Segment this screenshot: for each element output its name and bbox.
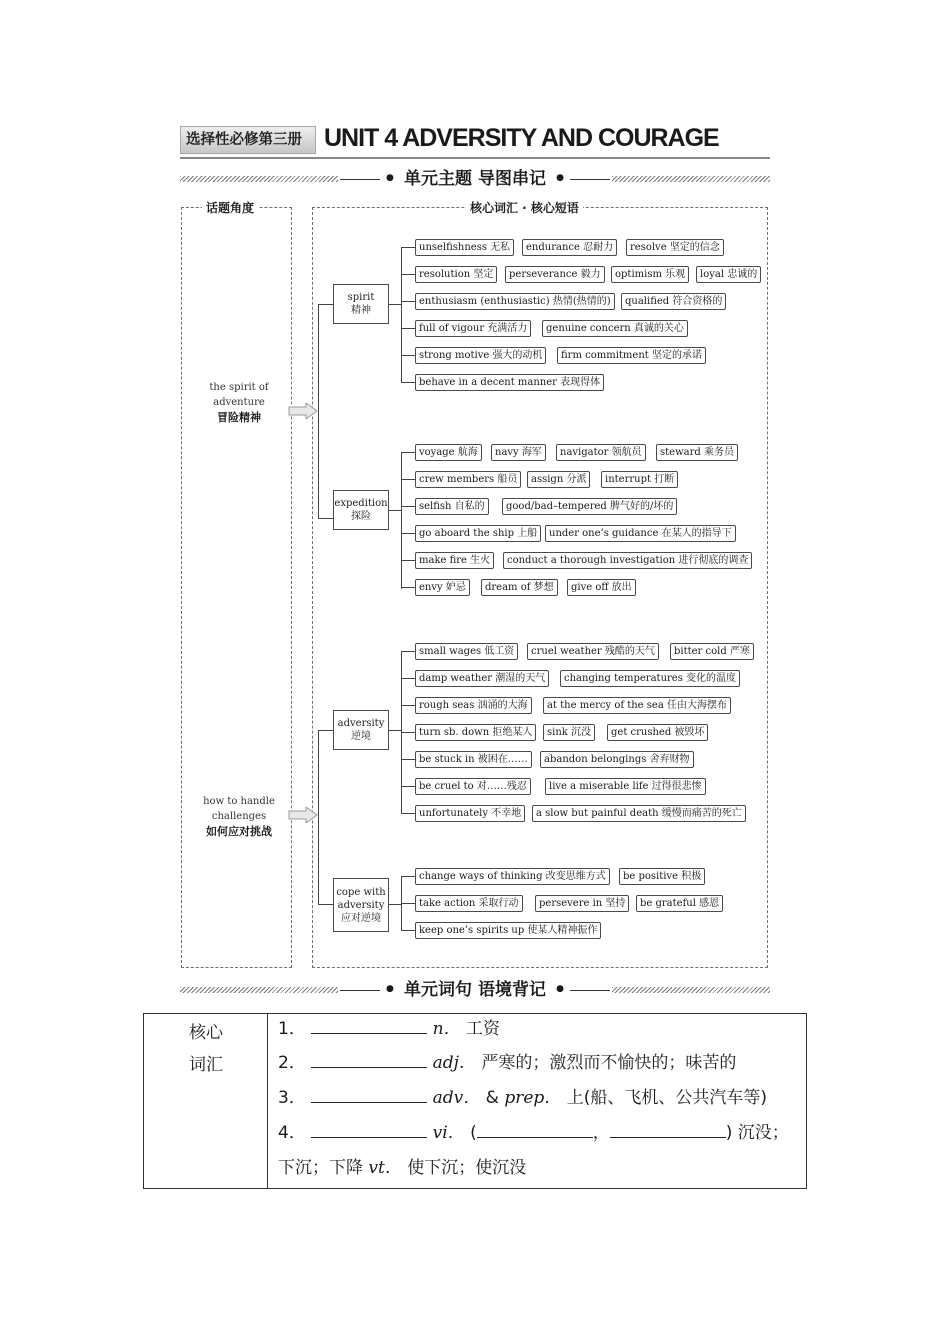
vocab-item-4-continued: 下沉；下降 vt． 使下沉；使沉没 — [278, 1158, 527, 1178]
row-connector — [401, 732, 415, 733]
row-connector — [401, 382, 415, 383]
row-connector — [401, 705, 415, 706]
banner-label-box — [340, 168, 610, 190]
row-connector — [401, 876, 415, 877]
row-connector — [401, 355, 415, 356]
term-box: voyage 航海 — [415, 444, 482, 461]
term-box: damp weather 潮湿的天气 — [415, 670, 549, 687]
vocab-item-4: 4． vi． ( ， ) 沉没； — [278, 1123, 789, 1143]
topic-frame-title: 话题角度 — [202, 200, 258, 216]
banner-title: 单元主题 导图串记 — [404, 169, 546, 189]
vocab-item-1: 1． n． 工资 — [278, 1019, 500, 1039]
header-rule — [180, 157, 770, 159]
term-box: full of vigour 充满活力 — [415, 320, 531, 337]
category-adversity: adversity 逆境 — [333, 710, 389, 750]
row-connector — [401, 903, 415, 904]
category-expedition: expedition 探险 — [333, 490, 389, 530]
term-box: abandon belongings 舍弃财物 — [540, 751, 694, 768]
row-connector — [401, 587, 415, 588]
topic-frame — [181, 207, 292, 968]
category-cope-with-adversity: cope with adversity 应对逆境 — [333, 878, 389, 932]
section-banner-theme — [180, 168, 770, 190]
term-box: dream of 梦想 — [481, 579, 558, 596]
banner-title: 单元词句 语境背记 — [404, 980, 546, 1000]
term-box: a slow but painful death 缓慢而痛苦的死亡 — [532, 805, 746, 822]
term-box: sink 沉没 — [543, 724, 595, 741]
book-tag: 选择性必修第三册 — [180, 126, 316, 154]
term-box: genuine concern 真诚的关心 — [542, 320, 688, 337]
term-box: persevere in 坚持 — [535, 895, 629, 912]
row-connector — [401, 274, 415, 275]
row-connector — [401, 678, 415, 679]
term-box: interrupt 打断 — [601, 471, 678, 488]
term-box: assign 分派 — [527, 471, 590, 488]
term-box: be grateful 感恩 — [636, 895, 723, 912]
term-box: behave in a decent manner 表现得体 — [415, 374, 604, 391]
term-box: be cruel to 对……残忍 — [415, 778, 531, 795]
topic-spirit-of-adventure: the spirit of adventure 冒险精神 — [209, 382, 269, 424]
term-box: live a miserable life 过得很悲惨 — [545, 778, 706, 795]
term-box: get crushed 被毁坏 — [607, 724, 708, 741]
term-box: change ways of thinking 改变思维方式 — [415, 868, 610, 885]
term-box: endurance 忍耐力 — [522, 239, 617, 256]
row-connector — [401, 328, 415, 329]
row-connector — [401, 506, 415, 507]
dot-icon: ● — [386, 984, 394, 994]
term-box: keep one’s spirits up 使某人精神振作 — [415, 922, 601, 939]
core-vocab-table — [143, 1013, 807, 1189]
answer-blank[interactable] — [477, 1122, 593, 1138]
term-box: enthusiasm (enthusiastic) 热情(热情的) — [415, 293, 615, 310]
term-box: under one’s guidance 在某人的指导下 — [545, 525, 736, 542]
term-box: rough seas 汹涌的大海 — [415, 697, 532, 714]
term-box: selfish 自私的 — [415, 498, 489, 515]
vocab-items-cell — [268, 1014, 808, 1188]
term-box: changing temperatures 变化的温度 — [560, 670, 740, 687]
row-connector — [401, 786, 415, 787]
term-box: firm commitment 坚定的承诺 — [557, 347, 706, 364]
term-box: at the mercy of the sea 任由大海摆布 — [543, 697, 731, 714]
row-connector — [401, 651, 415, 652]
vocab-label-line: 词汇 — [189, 1055, 223, 1075]
dot-icon: ● — [556, 173, 564, 183]
row-connector — [401, 533, 415, 534]
answer-blank[interactable] — [311, 1087, 427, 1103]
term-box: perseverance 毅力 — [505, 266, 605, 283]
term-box: envy 妒忌 — [415, 579, 470, 596]
row-connector — [401, 247, 415, 248]
category-spirit: spirit 精神 — [333, 284, 389, 324]
term-box: bitter cold 严寒 — [670, 643, 754, 660]
term-box: conduct a thorough investigation 进行彻底的调查 — [503, 552, 752, 569]
dot-icon: ● — [556, 984, 564, 994]
term-box: small wages 低工资 — [415, 643, 518, 660]
term-box: be positive 积极 — [619, 868, 705, 885]
term-box: navigator 领航员 — [556, 444, 646, 461]
term-box: qualified 符合资格的 — [621, 293, 726, 310]
row-connector — [401, 452, 415, 453]
vocab-item-3: 3． adv． & prep． 上(船、飞机、公共汽车等) — [278, 1088, 767, 1108]
term-box: navy 海军 — [491, 444, 546, 461]
section-banner-sentences — [180, 979, 770, 1001]
term-box: resolve 坚定的信念 — [626, 239, 724, 256]
term-box: steward 乘务员 — [656, 444, 738, 461]
unit-header — [180, 124, 770, 158]
hatch-decoration — [180, 176, 338, 182]
term-box: turn sb. down 拒绝某人 — [415, 724, 536, 741]
term-box: cruel weather 残酷的天气 — [527, 643, 659, 660]
banner-label-box — [340, 979, 610, 1001]
term-box: unfortunately 不幸地 — [415, 805, 525, 822]
row-connector — [401, 560, 415, 561]
answer-blank[interactable] — [610, 1122, 726, 1138]
answer-blank[interactable] — [311, 1018, 427, 1034]
answer-blank[interactable] — [311, 1052, 427, 1068]
topic-handle-challenges: how to handle challenges 如何应对挑战 — [203, 796, 275, 838]
row-connector — [401, 479, 415, 480]
term-box: good/bad–tempered 脾气好的/坏的 — [502, 498, 677, 515]
term-box: be stuck in 被困在…… — [415, 751, 532, 768]
row-connector — [401, 813, 415, 814]
hatch-decoration — [612, 176, 770, 182]
term-box: give off 放出 — [567, 579, 636, 596]
vocab-frame-title: 核心词汇 · 核心短语 — [466, 200, 583, 216]
term-box: loyal 忠诚的 — [696, 266, 761, 283]
vocab-item-2: 2． adj． 严寒的；激烈而不愉快的；味苦的 — [278, 1053, 737, 1073]
hatch-decoration — [180, 987, 338, 993]
term-box: strong motive 强大的动机 — [415, 347, 546, 364]
term-box: go aboard the ship 上船 — [415, 525, 541, 542]
hatch-decoration — [612, 987, 770, 993]
term-box: crew members 船员 — [415, 471, 521, 488]
term-box: unselfishness 无私 — [415, 239, 514, 256]
term-box: resolution 坚定 — [415, 266, 497, 283]
term-box: optimism 乐观 — [611, 266, 689, 283]
arrow-right-icon — [288, 807, 318, 823]
row-connector — [401, 930, 415, 931]
answer-blank[interactable] — [311, 1122, 427, 1138]
vocab-label-cell — [144, 1014, 268, 1188]
dot-icon: ● — [386, 173, 394, 183]
term-box: make fire 生火 — [415, 552, 494, 569]
term-box: take action 采取行动 — [415, 895, 523, 912]
unit-title: UNIT 4 ADVERSITY AND COURAGE — [324, 124, 719, 152]
row-connector — [401, 301, 415, 302]
row-connector — [401, 759, 415, 760]
arrow-right-icon — [288, 403, 318, 419]
vocab-label-line: 核心 — [189, 1023, 223, 1043]
